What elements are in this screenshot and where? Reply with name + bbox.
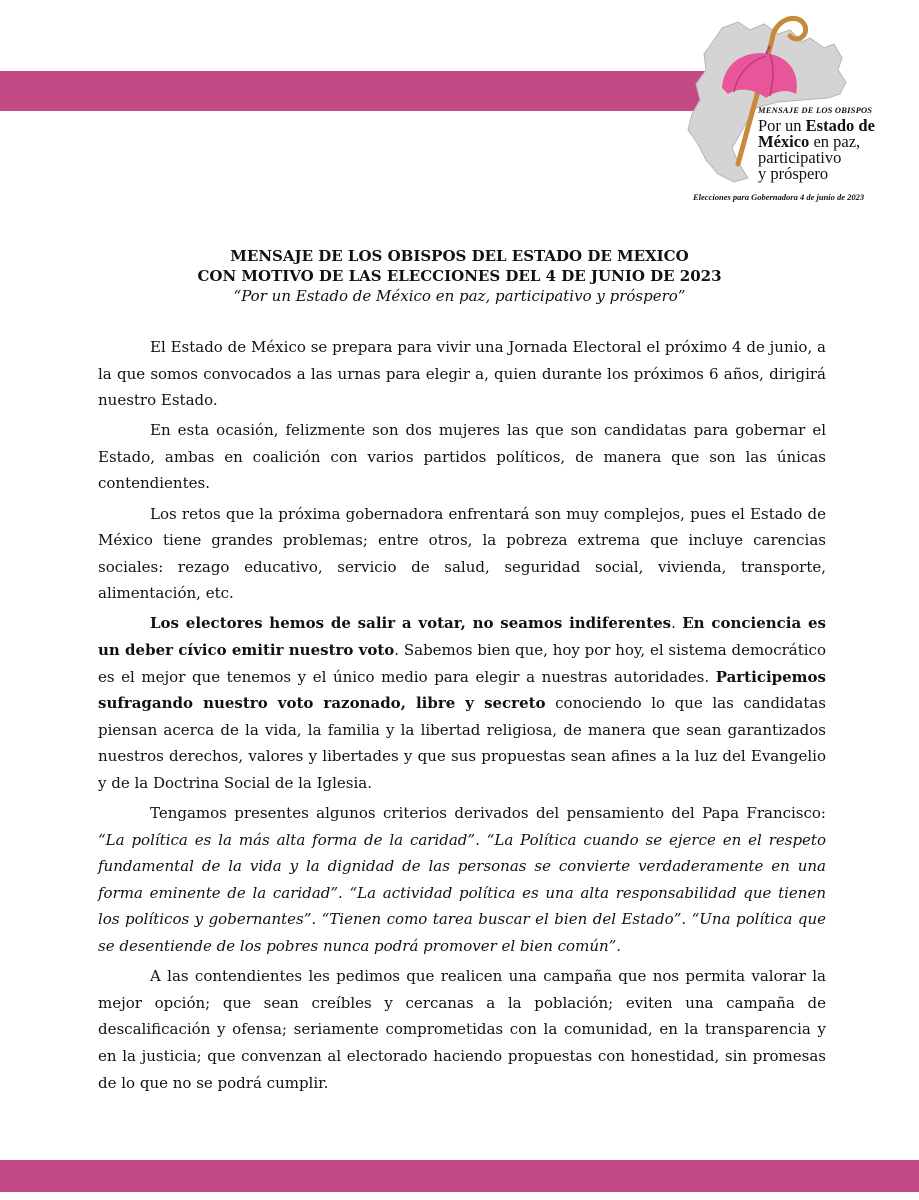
- paragraph-2: En esta ocasión, felizmente son dos mujeres las que son candidatas para gobernar el Estado, ambas en coalición con varios partidos políticos, de manera que son las únicas contendientes.: [98, 421, 826, 493]
- logo-line1-pre: Por un: [758, 115, 806, 135]
- p5-quotes: “La política es la más alta forma de la caridad”. “La Política cuando se ejerce en el respeto fundamental de la vida y la dignidad de las personas se convierte verdaderamente en una forma eminente de la caridad”. “La actividad política es una alta responsabilidad que tienen los políticos y gobernantes”. “Tienen como tarea buscar el bien del Estado”. “Una política que se desentiende de los pobres nunca podrá promover el bien común”.: [98, 830, 826, 956]
- p4-bold-2: En conciencia es un deber cívico emitir nuestro voto: [98, 614, 826, 660]
- paragraph-1: El Estado de México se prepara para vivir una Jornada Electoral el próximo 4 de junio, a la que somos convocados a las urnas para elegir a, quien durante los próximos 6 años, dirigirá nuestro Estado.: [98, 338, 826, 410]
- document-body: [98, 334, 826, 1100]
- logo-line1-bold: Estado de: [805, 115, 875, 135]
- paragraph-4: [98, 610, 826, 796]
- paragraph-5: [98, 800, 826, 960]
- logo-line2-bold: México: [758, 131, 810, 151]
- paragraph-3: Los retos que la próxima gobernadora enfrentará son muy complejos, pues el Estado de México tiene grandes problemas; entre otros, la pobreza extrema que incluye carencias sociales: rezago educativo, servicio de salud, seguridad social, vivienda, transporte, alimentación, etc.: [98, 504, 826, 603]
- document-title: [0, 246, 919, 306]
- p4-bold-1: Los electores hemos de salir a votar, no seamos indiferentes: [150, 614, 672, 633]
- logo-kicker: MENSAJE DE LOS OBISPOS: [758, 105, 873, 115]
- p4-bold-3: Participemos sufragando nuestro voto razonado, libre y secreto: [98, 667, 826, 713]
- p5-text: Tengamos presentes algunos criterios derivados del pensamiento del Papa Francisco:: [150, 804, 826, 823]
- header-band: [0, 71, 722, 111]
- p4-text-1: .: [671, 614, 683, 633]
- logo-line4: y próspero: [758, 163, 829, 183]
- logo-line3: participativo: [758, 147, 842, 167]
- p4-text-3: conociendo lo que las candidatas piensan acerca de la vida, la familia y la libertad religiosa, de manera que sean garantizados nuestros derechos, valores y libertades y que sus propuestas sean afines a la luz del Evangelio y de la Doctrina Social de la Iglesia.: [98, 694, 826, 792]
- logo: [678, 10, 914, 210]
- logo-line2-post: en paz,: [809, 131, 861, 151]
- document-subtitle: “Por un Estado de México en paz, participativo y próspero”: [233, 287, 686, 305]
- title-line-2: CON MOTIVO DE LAS ELECCIONES DEL 4 DE JUNIO DE 2023: [197, 267, 722, 285]
- p4-text-2: . Sabemos bien que, hoy por hoy, el sistema democrático es el mejor que tenemos y el único medio para elegir a nuestras autoridades.: [98, 641, 826, 686]
- footer-band: [0, 1160, 919, 1192]
- logo-footer: Elecciones para Gobernadora 4 de junio de 2023: [693, 192, 865, 202]
- paragraph-6: A las contendientes les pedimos que realicen una campaña que nos permita valorar la mejor opción; que sean creíbles y cercanas a la población; eviten una campaña de descalificación y ofensa; seriamente comprometidas con la comunidad, en la transparencia y en la justicia; que convenzan al electorado haciendo propuestas con honestidad, sin promesas de lo que no se podrá cumplir.: [98, 967, 826, 1092]
- title-line-1: MENSAJE DE LOS OBISPOS DEL ESTADO DE MEXICO: [230, 247, 689, 265]
